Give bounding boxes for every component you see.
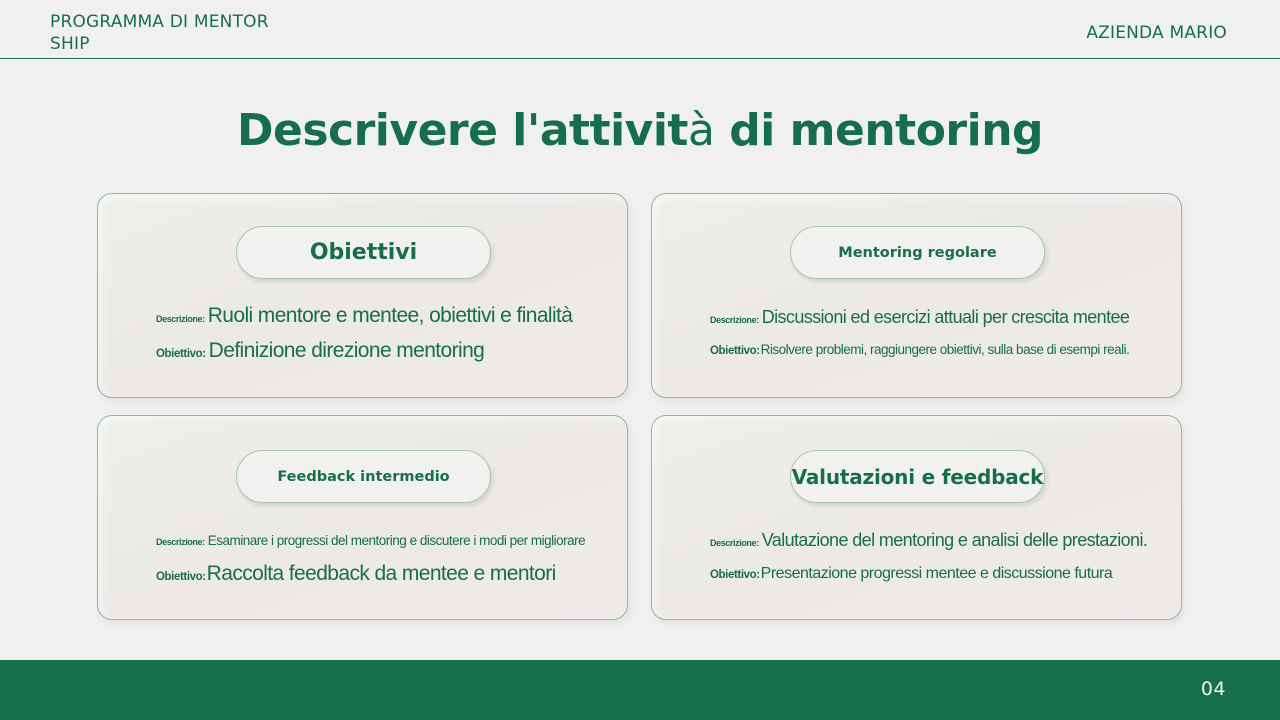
description-row [156, 304, 572, 328]
company-name: AZIENDA MARIO [1086, 23, 1227, 43]
objective-row [156, 339, 484, 363]
description-text: Esaminare i progressi del mentoring e discutere i modi per migliorare [207, 533, 586, 548]
card-obiettivi [97, 193, 628, 398]
objective-text: Presentazione progressi mentee e discussione futura [760, 565, 1113, 582]
description-row [710, 530, 1147, 551]
objective-label: Obiettivo: [156, 571, 206, 583]
card-valutazioni-feedback [651, 415, 1182, 620]
page-number: 04 [1200, 678, 1226, 700]
description-row [710, 307, 1129, 328]
description-label: Descrizione: [710, 315, 759, 325]
description-text: Valutazione del mentoring e analisi delle prestazioni. [761, 530, 1148, 550]
card-heading-pill: Mentoring regolare [790, 226, 1045, 279]
title-part-2: di mentoring [714, 105, 1044, 156]
objective-row [156, 562, 556, 586]
description-label: Descrizione: [156, 314, 205, 324]
objective-label: Obiettivo: [710, 345, 760, 357]
card-mentoring-regolare [651, 193, 1182, 398]
objective-text: Raccolta feedback da mentee e mentori [206, 562, 556, 585]
card-feedback-intermedio [97, 415, 628, 620]
objective-label: Obiettivo: [156, 348, 206, 360]
description-text: Ruoli mentore e mentee, obiettivi e finalità [207, 304, 573, 327]
header-bar [0, 0, 1280, 59]
card-heading-pill: Feedback intermedio [236, 450, 491, 503]
program-title: PROGRAMMA DI MENTOR SHIP [50, 12, 269, 54]
objective-label: Obiettivo: [710, 569, 760, 581]
card-heading-pill: Valutazioni e feedback [790, 450, 1045, 503]
objective-row [710, 565, 1112, 583]
objective-text: Risolvere problemi, raggiungere obiettivi, sulla base di esempi reali. [760, 342, 1130, 357]
footer-bar [0, 660, 1280, 720]
description-row [156, 533, 585, 548]
description-label: Descrizione: [710, 538, 759, 548]
title-accent-char: à [687, 105, 715, 156]
description-text: Discussioni ed esercizi attuali per crescita mentee [761, 307, 1130, 327]
description-label: Descrizione: [156, 537, 205, 547]
objective-row [710, 342, 1129, 357]
page-title [0, 102, 1280, 160]
card-heading-pill: Obiettivi [236, 226, 491, 279]
title-part-1: Descrivere l'attivit [236, 105, 688, 156]
objective-text: Definizione direzione mentoring [208, 339, 485, 362]
